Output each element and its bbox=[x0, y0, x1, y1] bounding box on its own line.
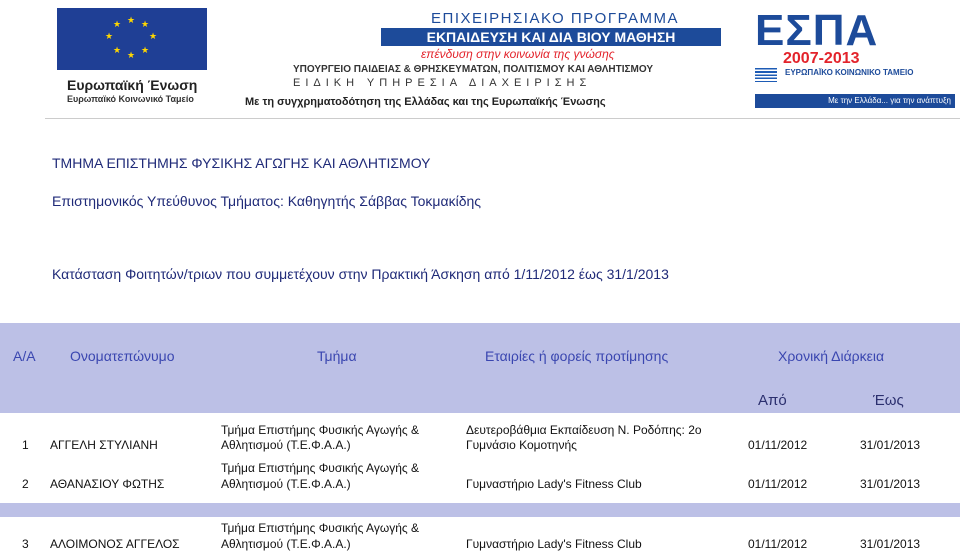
row-1-company-line1: Δευτεροβάθμια Εκπαίδευση Ν. Ροδόπης: 2ο bbox=[466, 423, 702, 437]
row-3-name: ΑΛΟΙΜΟΝΟΣ ΑΓΓΕΛΟΣ bbox=[50, 537, 180, 551]
row-3-from: 01/11/2012 bbox=[748, 537, 808, 551]
cofunding-note: Με τη συγχρηματοδότηση της Ελλάδας και της Ευρωπαϊκής Ένωσης bbox=[245, 96, 606, 108]
programme-logo bbox=[381, 10, 726, 61]
header-company: Εταιρίες ή φορείς προτίμησης bbox=[485, 348, 669, 364]
row-1-name: ΑΓΓΕΛΗ ΣΤΥΛΙΑΝΗ bbox=[50, 438, 158, 452]
ministry-name: ΥΠΟΥΡΓΕΙΟ ΠΑΙΔΕΙΑΣ & ΘΡΗΣΚΕΥΜΑΤΩΝ, ΠΟΛΙΤΙΣΜΟΥ ΚΑΙ ΑΘΛΗΤΙΣΜΟΥ bbox=[293, 64, 653, 75]
programme-title: ΕΠΙΧΕΙΡΗΣΙΑΚΟ ΠΡΟΓΡΑΜΜΑ bbox=[431, 10, 680, 27]
row-2-name: ΑΘΑΝΑΣΙΟΥ ΦΩΤΗΣ bbox=[50, 477, 165, 491]
row-3-dept-line1: Τμήμα Επιστήμης Φυσικής Αγωγής & bbox=[221, 521, 419, 535]
header-department: Τμήμα bbox=[317, 348, 357, 364]
row-separator bbox=[0, 503, 960, 517]
row-3-company: Γυμναστήριο Lady's Fitness Club bbox=[466, 537, 642, 551]
row-1-dept-line2: Αθλητισμού (Τ.Ε.Φ.Α.Α.) bbox=[221, 438, 351, 452]
row-3-index: 3 bbox=[22, 537, 29, 551]
row-1-index: 1 bbox=[22, 438, 29, 452]
header-duration: Χρονική Διάρκεια bbox=[778, 348, 885, 364]
espa-fund: ΕΥΡΩΠΑΪΚΟ ΚΟΙΝΩΝΙΚΟ ΤΑΜΕΙΟ bbox=[785, 68, 914, 77]
header-to: Έως bbox=[873, 392, 904, 409]
header-index: Α/Α bbox=[13, 348, 36, 364]
department-heading: ΤΜΗΜΑ ΕΠΙΣΤΗΜΗΣ ΦΥΣΙΚΗΣ ΑΓΩΓΗΣ ΚΑΙ ΑΘΛΗΤΙΣΜΟΥ bbox=[52, 155, 431, 171]
status-heading: Κατάσταση Φοιτητών/τριων που συμμετέχουν στην Πρακτική Άσκηση από 1/11/2012 έως 31/1/2013 bbox=[52, 266, 669, 282]
eu-fund: Ευρωπαϊκό Κοινωνικό Ταμείο bbox=[67, 94, 194, 104]
row-1-from: 01/11/2012 bbox=[748, 438, 808, 452]
row-2-index: 2 bbox=[22, 477, 29, 491]
eu-flag-icon: ★ ★ ★ ★ ★ ★ ★ ★ bbox=[57, 8, 207, 70]
row-1-dept-line1: Τμήμα Επιστήμης Φυσικής Αγωγής & bbox=[221, 423, 419, 437]
row-2-dept-line1: Τμήμα Επιστήμης Φυσικής Αγωγής & bbox=[221, 461, 419, 475]
espa-years: 2007-2013 bbox=[783, 50, 860, 67]
header-name: Ονοματεπώνυμο bbox=[70, 348, 175, 364]
row-3-dept-line2: Αθλητισμού (Τ.Ε.Φ.Α.Α.) bbox=[221, 537, 351, 551]
programme-slogan: επένδυση στην κοινωνία της γνώσης bbox=[421, 47, 615, 61]
row-3-to: 31/01/2013 bbox=[860, 537, 921, 551]
row-2-to: 31/01/2013 bbox=[860, 477, 921, 491]
row-2-dept-line2: Αθλητισμού (Τ.Ε.Φ.Α.Α.) bbox=[221, 477, 351, 491]
row-2-company: Γυμναστήριο Lady's Fitness Club bbox=[466, 477, 642, 491]
header-from: Από bbox=[758, 392, 787, 409]
espa-slogan: Με την Ελλάδα... για την ανάπτυξη bbox=[755, 94, 955, 108]
row-1-to: 31/01/2013 bbox=[860, 438, 921, 452]
row-1-company-line2: Γυμνάσιο Κομοτηνής bbox=[466, 438, 577, 452]
eu-name: Ευρωπαϊκή Ένωση bbox=[67, 77, 198, 93]
programme-name: ΕΚΠΑΙΔΕΥΣΗ ΚΑΙ ΔΙΑ ΒΙΟΥ ΜΑΘΗΣΗ bbox=[381, 28, 721, 46]
row-2-from: 01/11/2012 bbox=[748, 477, 808, 491]
espa-logo: ΕΣΠΑ bbox=[755, 6, 879, 55]
table-header bbox=[0, 323, 960, 413]
banner bbox=[45, 0, 960, 119]
greek-flag-icon bbox=[755, 68, 777, 82]
agency-name: ΕΙΔΙΚΗ ΥΠΗΡΕΣΙΑ ΔΙΑΧΕΙΡΙΣΗΣ bbox=[293, 77, 592, 89]
supervisor-heading: Επιστημονικός Υπεύθυνος Τμήματος: Καθηγητής Σάββας Τοκμακίδης bbox=[52, 193, 482, 209]
